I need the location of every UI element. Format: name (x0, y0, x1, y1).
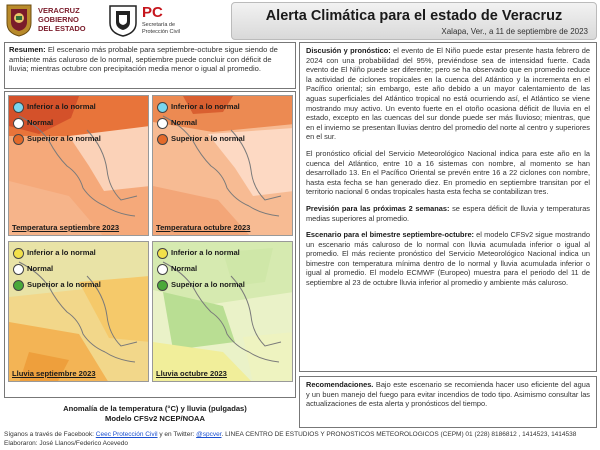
legend-below-normal-swatch (157, 102, 168, 113)
legend-below-normal: Inferior a lo normal (171, 248, 240, 257)
temperature-october-map (152, 95, 293, 236)
map-caption: Temperatura septiembre 2023 (12, 223, 120, 232)
header (0, 0, 600, 40)
summary-label: Resumen: (9, 45, 46, 54)
legend-above-normal-swatch (13, 280, 24, 291)
legend-below-normal-swatch (13, 248, 24, 259)
map-caption: Lluvia octubre 2023 (156, 369, 227, 378)
legend-below-normal: Inferior a lo normal (27, 102, 96, 111)
discussion-box (299, 42, 597, 372)
pc-logo-text: PC (142, 4, 163, 21)
bimonthly-scenario-paragraph (306, 230, 590, 288)
footer (4, 431, 598, 448)
footer-contact-text: . LÍNEA CENTRO DE ESTUDIOS Y PRONÓSTICOS METEOROLÓGICOS (CEPM) 01 (228) 8186812 , 1414523, 1414538 (221, 431, 577, 438)
maps-caption (5, 404, 305, 424)
twitter-link[interactable]: @spcver (196, 431, 222, 438)
legend-normal: Normal (171, 118, 198, 127)
two-week-outlook-label: Previsión para las próximas 2 semanas: (306, 203, 450, 213)
facebook-link[interactable]: Ceec Protección Civil (95, 431, 158, 438)
footer-authors: Elaboraron: José Llanos/Federico Acevedo (4, 439, 128, 447)
legend-normal-swatch (157, 264, 168, 275)
rain-september-map-image (9, 242, 149, 382)
legend-above-normal-swatch (13, 134, 24, 145)
discussion-label: Discusión y pronóstico: (306, 46, 391, 55)
pc-logo-small2: Protección Civil (142, 28, 180, 35)
proteccion-civil-logo (108, 3, 218, 37)
temperature-october-map-image (153, 96, 293, 236)
bimonthly-scenario-label: Escenario para el bimestre septiembre-octubre: (306, 230, 475, 240)
veracruz-logo-line1: VERACRUZ (38, 6, 80, 15)
two-week-outlook-paragraph (306, 204, 590, 223)
forecast-maps-panel (4, 91, 296, 423)
page-title: Alerta Climática para el estado de Veracruz (265, 8, 563, 24)
issue-date: Xalapa, Ver., a 11 de septiembre de 2023 (441, 27, 588, 36)
veracruz-logo-line3: DEL ESTADO (38, 24, 86, 33)
legend-above-normal: Superior a lo normal (171, 134, 245, 143)
footer-mid: y en Twitter: (157, 431, 197, 438)
legend-above-normal: Superior a lo normal (27, 280, 101, 289)
official-forecast-paragraph: El pronóstico oficial del Servicio Meteorológico Nacional indica para este año en la cuenca del Atlántico, entre 10 a 16 sistemas con nombre, al momento se han desarrollado 13. En el Pacífico Oriental se prevén entre 16 a 22 ciclones con nombre, hasta esta fecha se han generado diez. En promedio en septiembre transitan por el territorio nacional 6 ondas tropicales hasta esta fecha se contabilizan tres. (306, 148, 590, 197)
legend-below-normal: Inferior a lo normal (171, 102, 240, 111)
pc-logo-small1: Secretaría de (142, 22, 176, 28)
legend-above-normal-swatch (157, 280, 168, 291)
legend-above-normal-swatch (157, 134, 168, 145)
legend-normal-swatch (157, 118, 168, 129)
veracruz-seal-icon (4, 3, 34, 37)
legend-below-normal-swatch (157, 248, 168, 259)
map-caption: Lluvia septiembre 2023 (12, 369, 96, 378)
footer-contact-line (4, 431, 598, 440)
discussion-text: el evento de El Niño puede estar presente hasta febrero de 2024 con una probabilidad del 95%, previéndose sea de intensidad fuerte. Cada evento de El Niño puede ser diferente; pero se ha observado que en promedio reduce la actividad de ciclones tropicales en la cuenca del Atlántico y la incrementa en el Pacífico oriental; sin embargo, este año debido a un mayor calentamiento de las aguas superficiales del Atlántico tropical no está ocurriendo así, el Atlántico se viene mostrando muy activo. Un evento fuerte en el otoño ocasiona déficit de lluvia en el estado, excepto en las cuencas del sur donde puede ser más lluvioso; mientras, que en el invierno se presentan lluvias dentro del promedio del norte al centro y superiores en el sur. (306, 46, 591, 142)
maps-caption-line1: Anomalía de la temperatura (°C) y lluvia (pulgadas) (63, 404, 247, 413)
legend-above-normal: Superior a lo normal (27, 134, 101, 143)
summary-text: El escenario más probable para septiembre-octubre sigue siendo de ambiente más caluroso de lo normal, septiembre puede concluir con déficit de lluvia; mientras octubre con precipitación media menor o igual al promedio. (9, 45, 278, 74)
summary-box (4, 42, 296, 89)
recommendations-text: Bajo este escenario se recomienda hacer uso eficiente del agua y un buen manejo del fuego para evitar incendios de todo tipo. Asimismo consultar las actualizaciones de esta alerta y pronósticos del tiempo. (306, 380, 590, 409)
temperature-september-map-image (9, 96, 149, 236)
title-banner (231, 2, 597, 40)
legend-normal: Normal (27, 118, 54, 127)
footer-prefix: Síganos a través de Facebook: (4, 431, 96, 438)
map-caption: Temperatura octubre 2023 (156, 223, 251, 232)
rain-october-map (152, 241, 293, 382)
maps-caption-line2: Modelo CFSv2 NCEP/NOAA (105, 414, 205, 423)
legend-below-normal: Inferior a lo normal (27, 248, 96, 257)
discussion-paragraph (306, 46, 590, 142)
recommendations-label: Recomendaciones. (306, 380, 374, 389)
legend-normal-swatch (13, 264, 24, 275)
rain-october-map-image (153, 242, 293, 382)
temperature-september-map (8, 95, 149, 236)
two-week-outlook-text: se espera déficit de lluvia y temperaturas medias superiores al promedio. (306, 203, 590, 223)
legend-normal: Normal (171, 264, 198, 273)
bimonthly-scenario-text: el modelo CFSv2 sigue mostrando un escenario más caluroso de lo normal con lluvia acumulada inferior o igual al promedio. El más reciente pronóstico del Servicio Meteorológico Nacional indica un bimestre con temperatura mínima dentro de lo normal y lluvia acumulada inferior o igual al promedio. El modelo ECMWF (Europeo) muestra para el periodo del 11 de septiembre al 23 de octubre lluvia inferior al promedio y ambiente más caluroso. (306, 230, 590, 288)
veracruz-logo-line2: GOBIERNO (38, 15, 79, 24)
rain-september-map (8, 241, 149, 382)
legend-below-normal-swatch (13, 102, 24, 113)
proteccion-civil-shield-icon (108, 3, 138, 37)
legend-normal-swatch (13, 118, 24, 129)
legend-above-normal: Superior a lo normal (171, 280, 245, 289)
recommendations-box (299, 376, 597, 428)
legend-normal: Normal (27, 264, 54, 273)
